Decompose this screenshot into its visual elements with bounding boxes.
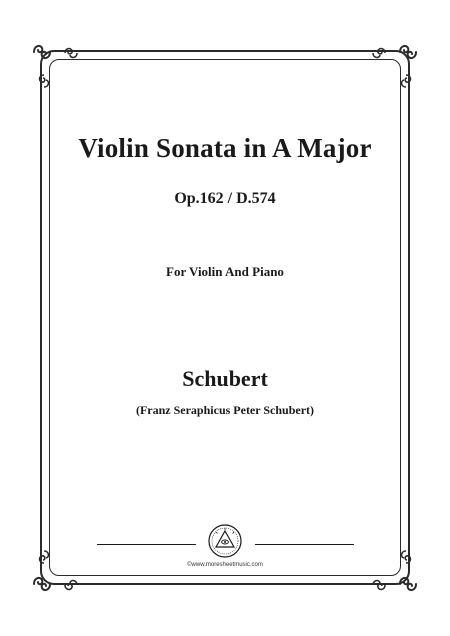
eye-of-providence-seal-icon (207, 523, 243, 559)
scroll-ornament-icon (397, 72, 415, 90)
opus-number: Op.162 / D.574 (174, 190, 276, 207)
scroll-ornament-icon (370, 576, 388, 594)
composer-name: Schubert (182, 366, 268, 391)
score-title: Violin Sonata in A Major (78, 133, 372, 163)
footer-rule-right (255, 544, 354, 545)
corner-swirl-icon (396, 572, 420, 596)
website-credit[interactable]: ©www.moresheetmusic.com (187, 562, 263, 568)
corner-swirl-icon (30, 572, 54, 596)
instrumentation: For Violin And Piano (166, 264, 284, 279)
scroll-ornament-icon (370, 44, 388, 62)
corner-swirl-icon (396, 40, 420, 64)
footer-rule-left (97, 544, 196, 545)
scroll-ornament-icon (62, 44, 80, 62)
corner-swirl-icon (30, 40, 54, 64)
scroll-ornament-icon (35, 72, 53, 90)
composer-full-name: (Franz Seraphicus Peter Schubert) (135, 403, 315, 417)
scroll-ornament-icon (62, 576, 80, 594)
